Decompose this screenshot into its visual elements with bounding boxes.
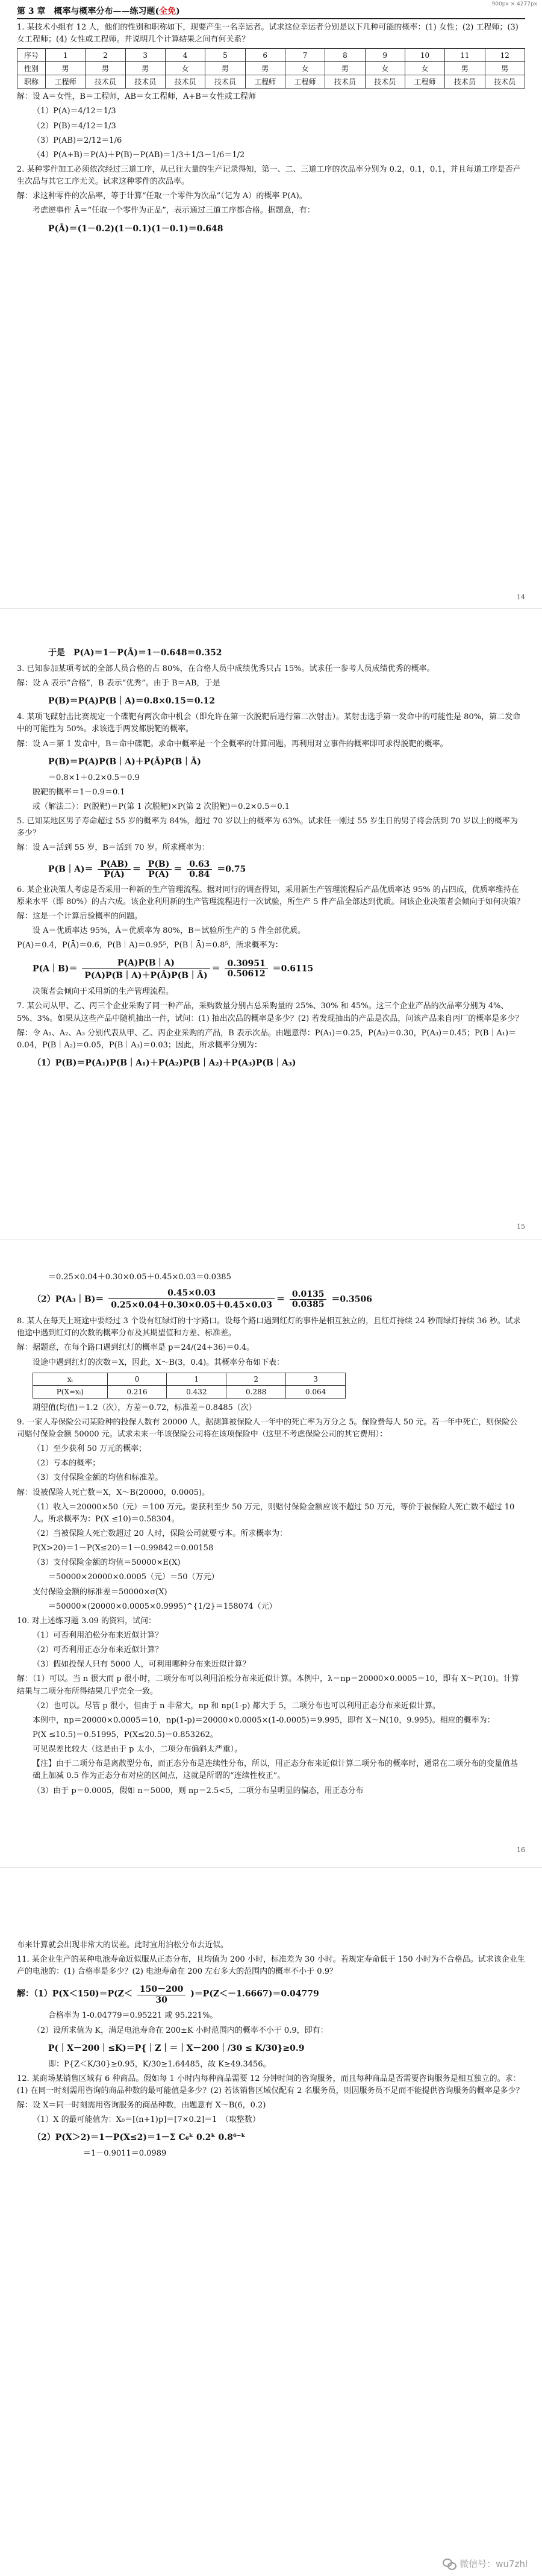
q3-formula: P(B)＝P(A)P(B｜A)＝0.8×0.15＝0.12 xyxy=(48,696,215,706)
distribution-cell: 0.064 xyxy=(286,1385,346,1398)
page-divider xyxy=(0,1867,542,1868)
q7-calc: ＝0.25×0.04＋0.30×0.05＋0.45×0.03＝0.0385 xyxy=(48,1273,231,1282)
q9-step-3: （3）支付保险金额的均值＝50000×E(X) xyxy=(33,1558,181,1568)
q9-step-2: （2）当被保险人死亡数超过 20 人时，保险公司就要亏本。所求概率为： xyxy=(33,1529,288,1538)
q10-item-3: （3）假如投保人只有 5000 人，可利用哪种分布来近似计算？ xyxy=(33,1660,251,1670)
q8-solution: 解：据题意，在每个路口遇到红灯的概率是 p＝24/(24+36)＝0.4。 xyxy=(17,1343,255,1353)
q2-formula: P(Ā)＝(1－0.2)(1－0.1)(1－0.1)＝0.648 xyxy=(48,223,223,234)
q6-solution: 解：这是一个计算后验概率的问题。 xyxy=(17,911,143,921)
q8-expectation: 期望值(均值)＝1.2（次），方差＝0.72，标准差＝0.8485（次） xyxy=(33,1403,257,1412)
table-row xyxy=(17,75,525,89)
staff-cell: 男 xyxy=(485,62,525,75)
staff-cell: 技术员 xyxy=(445,75,485,89)
q8-solution-2: 设途中遇到红灯的次数＝X，因此，X～B(3，0.4)。其概率分布如下表： xyxy=(33,1358,285,1367)
staff-cell: 5 xyxy=(205,49,245,62)
q12-part-1: （1）X 的最可能值为：X₀＝[(n+1)p]＝[7×0.2]＝1 （取整数） xyxy=(33,2115,261,2125)
q7-formula: （1）P(B)＝P(A₁)P(B｜A₁)＋P(A₂)P(B｜A₂)＋P(A₃)P(B｜A₃) xyxy=(33,1058,296,1068)
page-divider xyxy=(0,608,542,609)
q7-2-formula: （2）P(A₃｜B)＝ $\frac{0.45\times 0.03}{0.25\times 0.04+0.30\times 0.05+0.45\times 0.03}$ ＝ $\frac{0.0135}{0.0385}$ ＝0.3506 xyxy=(33,1288,372,1311)
q9-text: 9. 一家人寿保险公司某险种的投保人数有 20000 人，据测算被保险人一年中的死亡率为万分之 5。保险费每人 50 元。若一年中死亡，则保险公司赔付保险金额 50000 元。试求未来一年该保险公司将在该项保险中（这里不考虑保险公司的其它费用）： xyxy=(17,1417,518,1439)
watermark-text: 微信号：wu7zhl xyxy=(459,2559,528,2569)
q9-item-2: （2）亏本的概率； xyxy=(33,1459,101,1468)
staff-cell: 男 xyxy=(86,62,125,75)
q10-solution-4: P(X ≤10.5)＝0.51995，P(X≤20.5)＝0.853262。 xyxy=(33,1730,218,1739)
q11-part-2: （2）设所求值为 K，满足电池寿命在 200±K 小时范围内的概率不小于 0.9，即有： xyxy=(33,2026,328,2035)
staff-cell: 技术员 xyxy=(86,75,125,89)
q1-step-1: （1）P(A)＝4/12＝1/3 xyxy=(33,107,116,116)
q2-solution-2: 考虑逆事件 Ā＝“任取一个零件为正品”，表示通过三道工序都合格。据题意，有： xyxy=(33,206,315,216)
q10-solution: 解：（1）可以。当 n 很大而 p 很小时，二项分布可以利用泊松分布来近似计算。本例中，λ＝np＝20000×0.0005＝10，即有 X～P(10)。计算结果与二项分布所得结果几乎完全一致。 xyxy=(17,1674,520,1696)
staff-cell: 11 xyxy=(445,49,485,62)
q9-step-1: （1）收入＝20000×50（元）＝100 万元。要获利至少 50 万元，则赔付保险金额应该不超过 50 万元，等价于被保险人死亡数不超过 10 人。所求概率为：P(X ≤10)＝0.58304。 xyxy=(33,1502,515,1524)
q1-text: 1. 某技术小组有 12 人，他们的性别和职称如下，现要产生一名幸运者。试求这位幸运者分别是以下几种可能的概率：(1) 女性；(2) 工程师；(3) 女工程师；(4) 女性或工程师。并说明几个计算结果之间有何关系？ xyxy=(17,23,519,45)
staff-cell: 2 xyxy=(86,49,125,62)
q11-pass-rate: 合格率为 1-0.04779＝0.95221 或 95.221%。 xyxy=(48,2011,218,2021)
q9-step-3c: 支付保险金额的标准差＝50000×σ(X) xyxy=(33,1587,167,1597)
page-number-15: 15 xyxy=(517,1223,525,1230)
q10-note: 【注】由于二项分布是离散型分布，而正态分布是连续性分布，所以，用正态分布来近似计算二项分布的概率时，通常在二项分布的变量值基础上加减 0.5 作为正态分布对应的区间点，这就是所谓的“连续性校正”。 xyxy=(33,1759,519,1781)
q10-solution-7: （3）由于 p＝0.0005，假如 n＝5000，则 np＝2.5<5，二项分布呈明显的偏态，用正态分布 xyxy=(33,1786,364,1795)
q9-item-1: （1）至少获利 50 万元的概率； xyxy=(33,1444,147,1454)
row-header-cell: 序号 xyxy=(17,49,46,62)
q10-text: 10. 对上述练习题 3.09 的资料，试问： xyxy=(17,1616,157,1626)
staff-cell: 技术员 xyxy=(325,75,365,89)
table-row xyxy=(33,1373,346,1385)
page-4 xyxy=(0,1873,542,2572)
staff-cell: 技术员 xyxy=(165,75,205,89)
staff-cell: 工程师 xyxy=(285,75,325,89)
chapter-header: 第 3 章 概率与概率分布——练习题(全免) xyxy=(17,0,525,19)
q11-2-result: 即：P{Z＜K/30}≥0.95，K/30≥1.64485，故 K≥49.3456。 xyxy=(48,2059,271,2069)
wechat-icon xyxy=(443,2559,456,2569)
distribution-cell: 0.432 xyxy=(167,1385,226,1398)
staff-table xyxy=(17,48,525,89)
q6-values: P(A)＝0.4，P(Ā)＝0.6，P(B｜A)＝0.95⁵，P(B｜Ā)＝0.8⁵，所求概率为： xyxy=(17,941,283,950)
staff-cell: 女 xyxy=(285,62,325,75)
q8-text: 8. 某人在每天上班途中要经过 3 个设有红绿灯的十字路口。设每个路口遇到红灯的事件是相互独立的，且红灯持续 24 秒而绿灯持续 36 秒。试求他途中遇到红灯的次数的概率分布及其期望值和方差、标准差。 xyxy=(17,1317,521,1338)
wechat-watermark xyxy=(443,2557,528,2570)
staff-cell: 9 xyxy=(365,49,405,62)
q6-definitions: 设 A＝优质率达 95%，Ā＝优质率为 80%，B＝试验所生产的 5 件全部优质。 xyxy=(33,926,306,935)
q6-text: 6. 某企业决策人考虑是否采用一种新的生产管理流程。据对同行的调查得知，采用新生产管理流程后产品优质率达 95% 的占四成，优质率维持在原来水平（即 80%）的占六成。该企业利用新的生产管理流程进行一次试验，所生产 5 件产品全部达到优质。问该企业决策者会倾向于如何决策？ xyxy=(17,885,525,906)
q9-item-3: （3）支付保险金额的均值和标准差。 xyxy=(33,1473,163,1483)
q3-solution: 解：设 A 表示“合格”，B 表示“优秀”。由于 B＝AB，于是 xyxy=(17,679,220,688)
q11-2-formula: P(｜X－200｜≤K)＝P{｜Z｜＝｜X－200｜/30 ≤ K/30}≥0.9 xyxy=(48,2043,305,2053)
q10-solution-5: 可见误差比较大（这是由于 p 太小，二项分布偏斜太严重）。 xyxy=(33,1745,243,1754)
q2-solution-intro: 解：求这种零件的次品率，等于计算“任取一个零件为次品”（记为 A）的概率 P(A)。 xyxy=(17,192,307,201)
q10-solution-3: 本例中，np＝20000×0.0005＝10，np(1-p)＝20000×0.0005×(1-0.0005)＝9.995，即有 X～N(10，9.995)。相应的概率为： xyxy=(33,1715,495,1725)
q9-step-2b: P(X>20)＝1－P(X≤20)＝1－0.99842＝0.00158 xyxy=(33,1544,214,1553)
q5-formula: P(B｜A)＝ $\frac{P(AB)}{P(A)}$ ＝ $\frac{P(B)}{P(A)}$ ＝ $\frac{0.63}{0.84}$ ＝0.75 xyxy=(48,859,246,879)
staff-cell: 技术员 xyxy=(205,75,245,89)
distribution-table xyxy=(33,1373,346,1399)
q2-result: 于是 P(A)＝1－P(Ā)＝1－0.648＝0.352 xyxy=(48,648,222,658)
q9-step-3b: ＝50000×20000×0.0005（元）＝50（万元） xyxy=(48,1573,219,1582)
page-2 xyxy=(0,613,542,1240)
page-number-16: 16 xyxy=(517,1846,525,1854)
staff-cell: 技术员 xyxy=(485,75,525,89)
distribution-cell: 0.216 xyxy=(107,1385,167,1398)
q4-miss: 脱靶的概率＝1－0.9＝0.1 xyxy=(33,787,125,797)
q11-text: 11. 某企业生产的某种电池寿命近似服从正态分布，且均值为 200 小时，标准差为 30 小时。若规定寿命低于 150 小时为不合格品。试求该企业生产的电池的：(1) 合格率是多少？(2) 电池寿命在 200 左右多大的范围内的概率不小于 0.9？ xyxy=(17,1955,525,1977)
q2-text: 2. 某种零件加工必须依次经过三道工序，从已往大量的生产记录得知，第一、二、三道工序的次品率分别为 0.2，0.1，0.1，并且每道工序是否产生次品与其它工序无关。试求这种零件的次品率。 xyxy=(17,164,521,187)
p4-continuation: 布来计算就会出现非常大的误差。此时宜用泊松分布去近似。 xyxy=(17,1941,229,1950)
q4-alt: 或（解法二）：P(脱靶)＝P(第 1 次脱靶)×P(第 2 次脱靶)＝0.2×0.5＝0.1 xyxy=(33,802,290,811)
q4-formula: P(B)＝P(A)P(B｜A)＋P(Ā)P(B｜Ā) xyxy=(48,756,201,767)
row-header-cell: xᵢ xyxy=(33,1373,108,1385)
q6-formula: P(A｜B)＝ $\frac{P(A)P(B|A)}{P(A)P(B|A)+P(Ā)P(B|Ā)}$ ＝ $\frac{0.30951}{0.50612}$ ＝0.6115 xyxy=(33,956,525,981)
distribution-cell: 0.288 xyxy=(226,1385,286,1398)
staff-cell: 男 xyxy=(325,62,365,75)
page-3 xyxy=(0,1244,542,1865)
q6-conclusion: 决策者会倾向于采用新的生产管理流程。 xyxy=(33,987,174,997)
distribution-cell: 1 xyxy=(167,1373,226,1385)
q4-text: 4. 某项飞碟射击比赛规定一个碟靶有两次命中机会（即允许在第一次脱靶后进行第二次射击）。某射击选手第一发命中的可能性是 80%，第二发命中的可能性为 50%。求该选手两发都脱靶的概率。 xyxy=(17,713,521,734)
row-header-cell: 性别 xyxy=(17,62,46,75)
q12-formula: （2）P(X＞2)＝1－P(X≤2)＝1－Σ C₆ᵏ 0.2ᵏ 0.8⁶⁻ᵏ xyxy=(33,2133,246,2143)
row-header-cell: P(X=xᵢ) xyxy=(33,1385,108,1398)
staff-cell: 8 xyxy=(325,49,365,62)
distribution-cell: 3 xyxy=(286,1373,346,1385)
q11-formula: 解：（1）P(X＜150)＝P(Z＜ $\frac{150-200}{30}$ )＝P(Z＜－1.6667)＝0.04779 xyxy=(17,1983,525,2005)
staff-cell: 男 xyxy=(45,62,85,75)
q10-solution-2: （2）也可以。尽管 p 很小，但由于 n 非常大，np 和 np(1-p) 都大于 5，二项分布也可以利用正态分布来近似计算。 xyxy=(33,1701,440,1711)
staff-cell: 1 xyxy=(45,49,85,62)
q10-item-2: （2）可否利用正态分布来近似计算？ xyxy=(33,1645,163,1655)
staff-cell: 工程师 xyxy=(245,75,285,89)
staff-cell: 6 xyxy=(245,49,285,62)
q1-step-4: （4）P(A+B)＝P(A)＋P(B)－P(AB)＝1/3＋1/3－1/6＝1/2 xyxy=(33,150,245,160)
q7-solution: 解：令 A₁、A₂、A₃ 分别代表从甲、乙、丙企业采购的产品，B 表示次品。由题意得：P(A₁)＝0.25，P(A₂)＝0.30，P(A₃)＝0.45；P(B｜A₁)＝0.04，P(B｜A₂)＝0.05，P(B｜A₃)＝0.03；因此，所求概率分别为： xyxy=(17,1028,517,1050)
q10-item-1: （1）可否利用泊松分布来近似计算？ xyxy=(33,1630,163,1640)
staff-cell: 技术员 xyxy=(125,75,165,89)
q5-solution: 解：设 A＝活到 55 岁，B＝活到 70 岁。所求概率为： xyxy=(17,843,210,853)
staff-cell: 4 xyxy=(165,49,205,62)
q1-step-2: （2）P(B)＝4/12＝1/3 xyxy=(33,121,116,131)
staff-cell: 男 xyxy=(245,62,285,75)
page-number-14: 14 xyxy=(517,593,525,601)
table-row xyxy=(17,49,525,62)
q12-result: ＝1－0.9011＝0.0989 xyxy=(83,2149,167,2159)
q1-solution-intro: 解：设 A＝女性，B＝工程师，AB＝女工程师，A+B＝女性或工程师 xyxy=(17,92,256,102)
staff-cell: 女 xyxy=(165,62,205,75)
staff-cell: 技术员 xyxy=(365,75,405,89)
staff-cell: 女 xyxy=(365,62,405,75)
distribution-cell: 0 xyxy=(107,1373,167,1385)
image-size-note: 900px × 4277px xyxy=(491,1,537,7)
staff-cell: 男 xyxy=(205,62,245,75)
header-highlight: 全免 xyxy=(159,7,176,16)
q4-solution: 解：设 A＝第 1 发命中，B＝命中碟靶。求命中概率是一个全概率的计算问题。再利用对立事件的概率即可求得脱靶的概率。 xyxy=(17,739,448,749)
q7-text: 7. 某公司从甲、乙、丙三个企业采购了同一种产品，采购数量分别占总采购量的 25%、30% 和 45%。这三个企业产品的次品率分别为 4%、5%、3%。如果从这些产品中随机抽出一件，试问：(1) 抽出次品的概率是多少？(2) 若发现抽出的产品是次品，问该产品来自丙厂的概率是多少？ xyxy=(17,1002,523,1023)
q5-text: 5. 已知某地区男子寿命超过 55 岁的概率为 84%，超过 70 岁以上的概率为 63%。试求任一刚过 55 岁生日的男子将会活到 70 岁以上的概率为多少？ xyxy=(17,817,518,838)
distribution-cell: 2 xyxy=(226,1373,286,1385)
row-header-cell: 职称 xyxy=(17,75,46,89)
table-row xyxy=(17,62,525,75)
staff-cell: 男 xyxy=(445,62,485,75)
page-1 xyxy=(0,0,542,608)
staff-cell: 10 xyxy=(405,49,444,62)
staff-cell: 12 xyxy=(485,49,525,62)
table-row xyxy=(33,1385,346,1398)
q9-step-3d: ＝50000×(20000×0.0005×0.9995)^{1/2}＝158074（元） xyxy=(48,1601,277,1611)
q3-text: 3. 已知参加某项考试的全部人员合格的占 80%，在合格人员中成绩优秀只占 15%。试求任一参考人员成绩优秀的概率。 xyxy=(17,664,435,673)
staff-cell: 7 xyxy=(285,49,325,62)
staff-cell: 3 xyxy=(125,49,165,62)
q1-step-3: （3）P(AB)＝2/12＝1/6 xyxy=(33,136,122,145)
q12-solution: 解：设 X＝同一时刻需用咨询服务的商品种数，由题意有 X～B(6，0.2) xyxy=(17,2101,266,2110)
q12-text: 12. 某商场某销售区域有 6 种商品。假如每 1 小时内每种商品需要 12 分钟时间的咨询服务，而且每种商品是否需要咨询服务是相互独立的。求：(1) 在同一时刻需用咨询的商品种数的最可能值是多少？(2) 若该销售区域仅配有 2 名服务员，则因服务员不足而不能提供咨询服务的概率是多少？ xyxy=(17,2074,524,2095)
staff-cell: 男 xyxy=(125,62,165,75)
staff-cell: 工程师 xyxy=(405,75,444,89)
staff-cell: 工程师 xyxy=(45,75,85,89)
staff-cell: 女 xyxy=(405,62,444,75)
q4-formula-2: ＝0.8×1＋0.2×0.5＝0.9 xyxy=(48,773,140,782)
q9-solution: 解：设被保险人死亡数＝X，X～B(20000，0.0005)。 xyxy=(17,1488,210,1497)
